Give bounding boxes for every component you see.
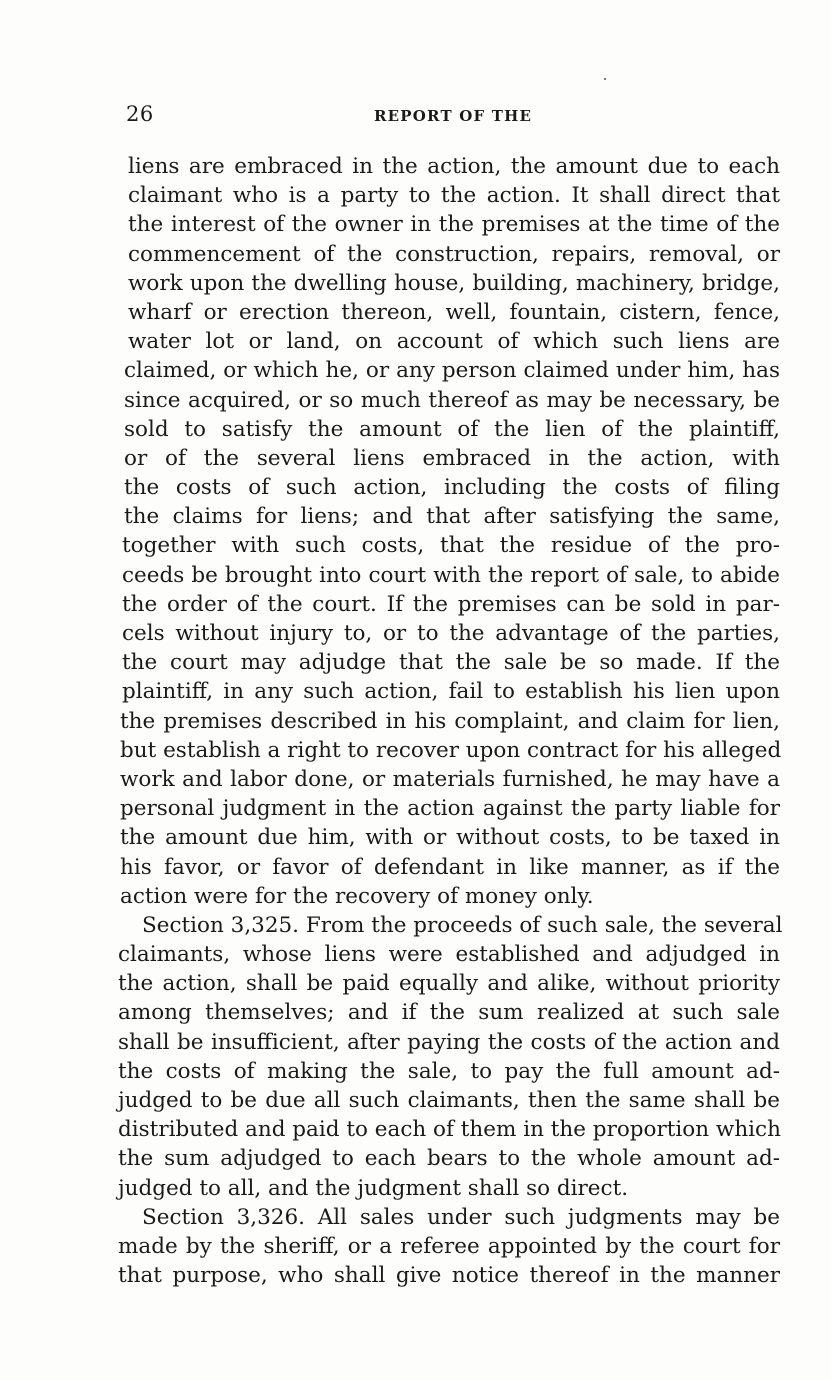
text-line: liens are embraced in the action, the amount due to each: [128, 154, 780, 179]
text-line: the costs of such action, including the costs of filing: [124, 475, 780, 501]
text-line: claimant who is a party to the action. It shall direct that: [128, 183, 780, 209]
text-line: judged to all, and the judgment shall so direct.: [118, 1175, 629, 1201]
text-line: the claims for liens; and that after satisfying the same,: [124, 504, 780, 530]
text-line: wharf or erection thereon, well, fountain, cistern, fence,: [128, 299, 780, 325]
text-line: since acquired, or so much thereof as may be necessary, be: [124, 387, 780, 413]
text-line: water lot or land, on account of which such liens are: [128, 329, 780, 355]
text-line: judged to be due all such claimants, then the same shall be: [118, 1088, 780, 1113]
section-3325-start: Section 3,325. From the proceeds of such sale, the several: [142, 912, 783, 938]
text-line: but establish a right to recover upon contract for his alleged: [120, 737, 782, 763]
text-line: ceeds be brought into court with the report of sale, to abide: [122, 562, 780, 588]
text-line: the premises described in his complaint, and claim for lien,: [120, 708, 780, 734]
text-line: the amount due him, with or without costs, to be taxed in: [120, 825, 780, 851]
text-line: among themselves; and if the sum realized at such sale: [118, 1000, 780, 1026]
text-line: claimants, whose liens were established and adjudged in: [118, 942, 780, 968]
text-line: sold to satisfy the amount of the lien of the plaintiff,: [124, 416, 780, 442]
text-line: work upon the dwelling house, building, machinery, bridge,: [128, 270, 780, 296]
text-line: the sum adjudged to each bears to the whole amount ad-: [118, 1146, 780, 1172]
text-line: together with such costs, that the residue of the pro-: [122, 533, 780, 559]
paper-speck: [604, 78, 606, 80]
text-line: that purpose, who shall give notice thereof in the manner: [118, 1263, 780, 1289]
text-line: made by the sheriff, or a referee appointed by the court for: [118, 1233, 780, 1259]
text-line: his favor, or favor of defendant in like manner, as if the: [120, 854, 780, 880]
text-line: the interest of the owner in the premises at the time of the: [128, 212, 780, 238]
body-text: [118, 152, 783, 1290]
text-line: personal judgment in the action against the party liable for: [120, 796, 780, 822]
running-head: REPORT OF THE: [374, 107, 533, 125]
text-line: action were for the recovery of money only.: [120, 883, 594, 909]
text-line: the action, shall be paid equally and alike, without priority: [118, 971, 780, 997]
section-3326-start: Section 3,326. All sales under such judgments may be: [142, 1204, 780, 1230]
text-line: work and labor done, or materials furnished, he may have a: [120, 766, 780, 792]
text-line: distributed and paid to each of them in the proportion which: [118, 1117, 781, 1143]
text-line: or of the several liens embraced in the action, with: [124, 445, 780, 471]
text-line: the costs of making the sale, to pay the full amount ad-: [118, 1058, 780, 1084]
text-line: the order of the court. If the premises can be sold in par-: [122, 591, 780, 617]
text-line: cels without injury to, or to the advantage of the parties,: [122, 621, 780, 646]
text-line: the court may adjudge that the sale be so made. If the: [122, 650, 780, 676]
text-line: claimed, or which he, or any person claimed under him, has: [124, 358, 780, 384]
text-line: plaintiff, in any such action, fail to establish his lien upon: [122, 679, 780, 705]
page-number: 26: [126, 102, 154, 126]
page-header: [126, 102, 776, 132]
text-line: shall be insufficient, after paying the costs of the action and: [118, 1029, 780, 1055]
text-line: commencement of the construction, repairs, removal, or: [128, 241, 780, 267]
